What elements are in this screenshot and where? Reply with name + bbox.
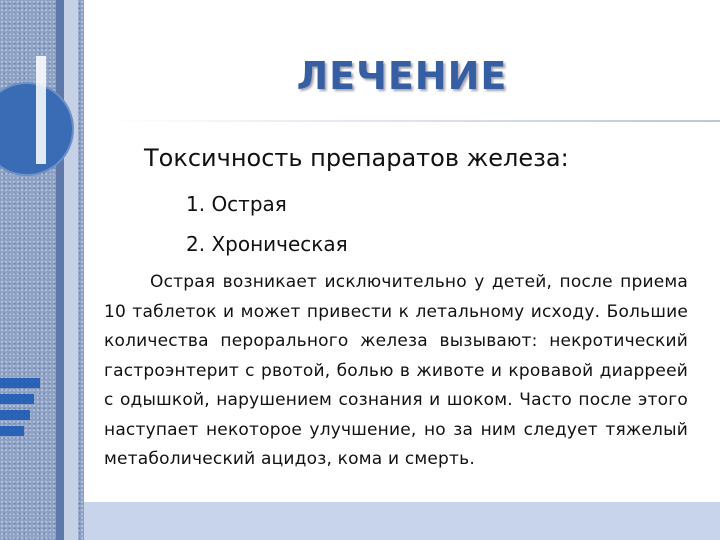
decorative-tick <box>0 378 40 388</box>
decorative-ticks <box>0 378 40 442</box>
body-paragraph: Острая возникает исключительно у детей, после приема 10 таблеток и может привести к летальному исходу. Большие количества перорального железа вызывают: некротический гастроэнтерит с рвотой, болью в животе и кровавой диарреей с одышкой, нарушением сознания и шоком. Часто после этого наступает некоторое улучшение, но за ним следует тяжелый метаболический ацидоз, кома и смерть. <box>104 272 688 469</box>
sidebar-stripe-light <box>64 0 78 540</box>
decorative-tick <box>0 394 34 404</box>
decorative-bar <box>36 56 46 164</box>
slide-title: ЛЕЧЕНИЕ <box>296 54 508 98</box>
decorative-sidebar <box>0 0 84 540</box>
title-divider <box>104 120 720 122</box>
sidebar-stripe-dark <box>56 0 64 540</box>
decorative-bottom-band <box>84 502 720 540</box>
decorative-tick <box>0 410 30 420</box>
list-item-acute: 1. Острая <box>186 192 287 216</box>
decorative-tick <box>0 426 24 436</box>
section-heading: Токсичность препаратов железа: <box>144 144 569 172</box>
list-item-chronic: 2. Хроническая <box>186 232 348 256</box>
